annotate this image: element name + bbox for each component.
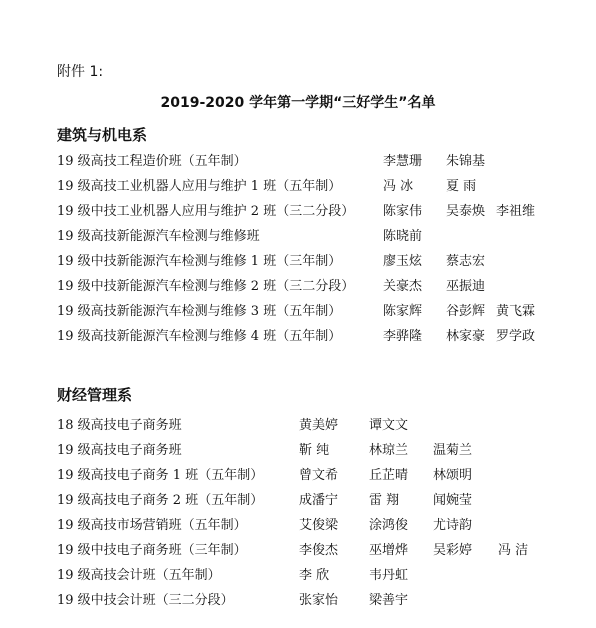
- student-name: 冯 冰: [383, 179, 414, 194]
- class-name: 19 级高技电子商务 1 班（五年制）: [57, 468, 264, 483]
- student-name: 靳 纯: [299, 443, 330, 458]
- student-name: 尤诗韵: [433, 518, 473, 533]
- student-name: 李 欣: [299, 568, 330, 583]
- student-name: 丘芷晴: [369, 468, 409, 483]
- student-name: 冯 洁: [498, 543, 529, 558]
- student-name: 关豪杰: [383, 279, 423, 294]
- student-name: 李慧珊: [383, 154, 423, 169]
- student-name: 陈晓前: [383, 229, 423, 244]
- class-name: 19 级中技电子商务班（三年制）: [57, 543, 247, 558]
- class-name: 19 级高技市场营销班（五年制）: [57, 518, 247, 533]
- student-name: 巫增烨: [369, 543, 409, 558]
- class-name: 19 级中技会计班（三二分段）: [57, 593, 234, 608]
- class-name: 19 级高技工业机器人应用与维护 1 班（五年制）: [57, 179, 342, 194]
- student-name: 林颂明: [433, 468, 473, 483]
- student-name: 韦丹虹: [369, 568, 409, 583]
- student-name: 李骅隆: [383, 329, 423, 344]
- attachment-label: 附件 1:: [57, 64, 104, 80]
- document-title: 2019-2020 学年第一学期“三好学生”名单: [160, 95, 436, 111]
- student-name: 涂鸿俊: [369, 518, 409, 533]
- class-name: 19 级中技新能源汽车检测与维修 2 班（三二分段）: [57, 279, 355, 294]
- student-name: 林家豪: [446, 329, 486, 344]
- department-heading-construction: 建筑与机电系: [57, 126, 148, 144]
- class-name: 19 级高技新能源汽车检测与维修 3 班（五年制）: [57, 304, 342, 319]
- student-name: 闻婉莹: [433, 493, 473, 508]
- student-name: 巫振迪: [446, 279, 486, 294]
- student-name: 成潘宁: [299, 493, 339, 508]
- student-name: 谭文文: [369, 418, 409, 433]
- student-name: 李祖维: [496, 204, 536, 219]
- student-name: 张家怡: [299, 593, 339, 608]
- student-name: 黄美婷: [299, 418, 339, 433]
- student-name: 梁善宇: [369, 593, 409, 608]
- student-name: 温菊兰: [433, 443, 473, 458]
- class-name: 19 级高技电子商务 2 班（五年制）: [57, 493, 264, 508]
- student-name: 艾俊梁: [299, 518, 339, 533]
- class-name: 19 级高技工程造价班（五年制）: [57, 154, 247, 169]
- student-name: 谷彭辉: [446, 304, 486, 319]
- class-name: 19 级高技新能源汽车检测与维修 4 班（五年制）: [57, 329, 342, 344]
- student-name: 夏 雨: [446, 179, 477, 194]
- student-name: 朱锦基: [446, 154, 486, 169]
- student-name: 蔡志宏: [446, 254, 486, 269]
- class-name: 18 级高技电子商务班: [57, 418, 182, 433]
- class-name: 19 级中技新能源汽车检测与维修 1 班（三年制）: [57, 254, 342, 269]
- student-name: 黄飞霖: [496, 304, 536, 319]
- student-name: 雷 翔: [369, 493, 400, 508]
- student-name: 陈家伟: [383, 204, 423, 219]
- student-name: 吴彩婷: [433, 543, 473, 558]
- student-name: 林琼兰: [369, 443, 409, 458]
- class-name: 19 级中技工业机器人应用与维护 2 班（三二分段）: [57, 204, 355, 219]
- department-heading-finance: 财经管理系: [57, 386, 133, 404]
- student-name: 罗学政: [496, 329, 536, 344]
- class-name: 19 级高技会计班（五年制）: [57, 568, 221, 583]
- class-name: 19 级高技电子商务班: [57, 443, 182, 458]
- class-name: 19 级高技新能源汽车检测与维修班: [57, 229, 260, 244]
- student-name: 李俊杰: [299, 543, 339, 558]
- student-name: 吴泰焕: [446, 204, 486, 219]
- student-name: 廖玉炫: [383, 254, 423, 269]
- student-name: 曾文希: [299, 468, 339, 483]
- student-name: 陈家辉: [383, 304, 423, 319]
